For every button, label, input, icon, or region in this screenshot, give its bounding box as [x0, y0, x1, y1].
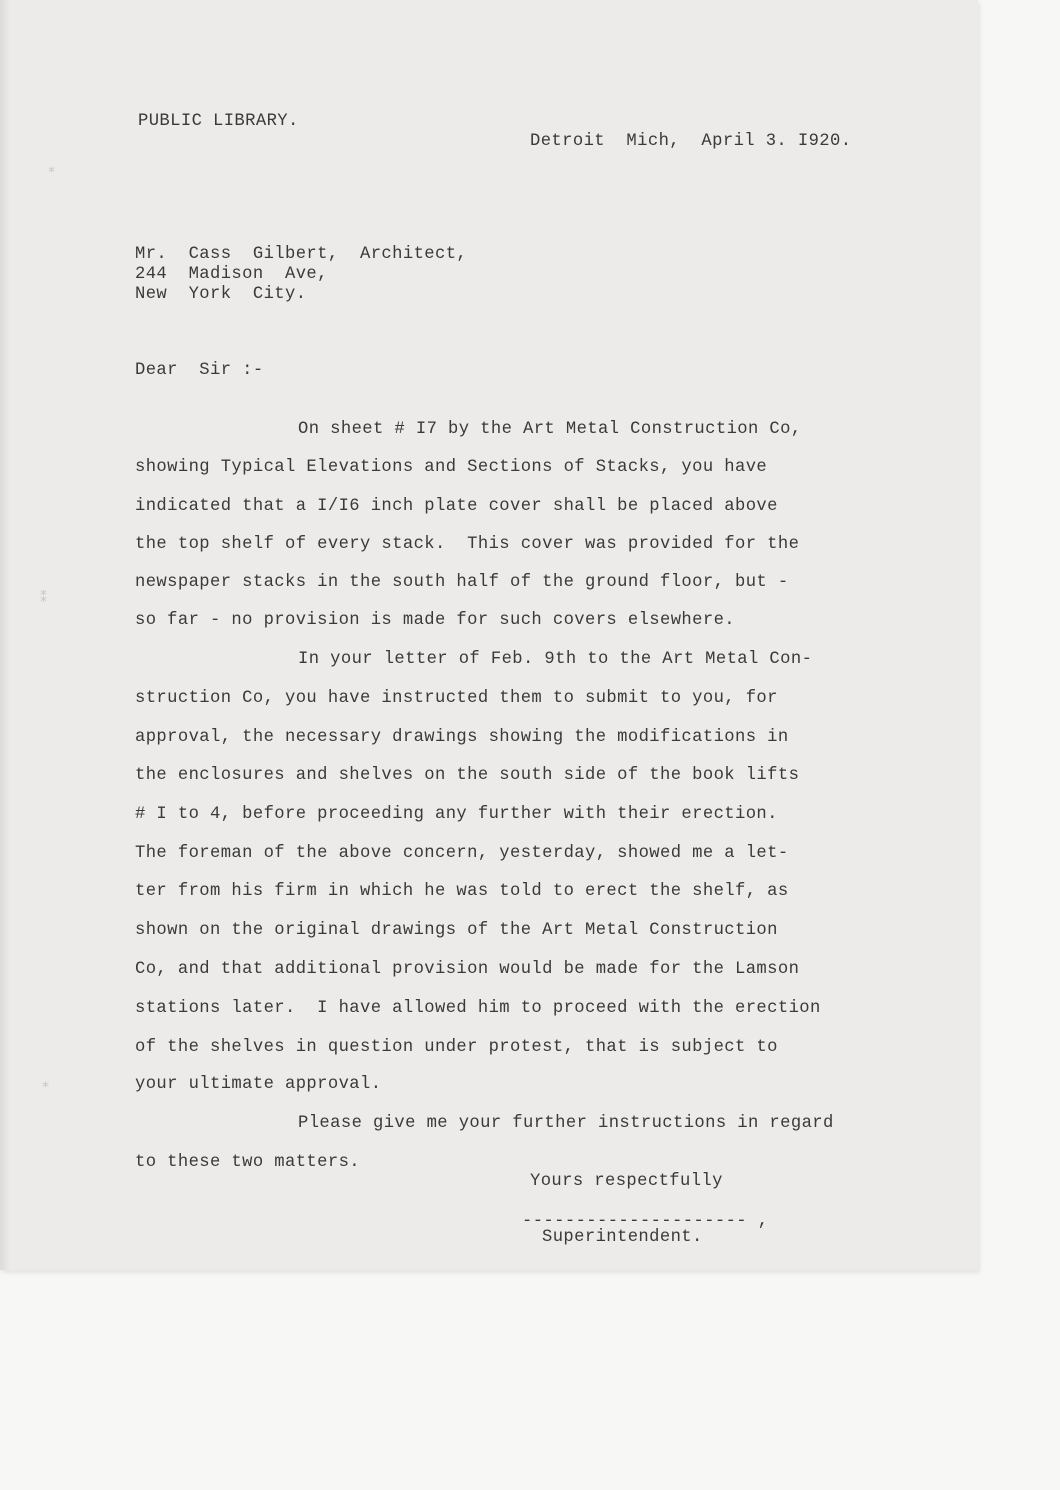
body-line: to these two matters.: [135, 1153, 360, 1172]
body-line: # I to 4, before proceeding any further with their erection.: [135, 805, 778, 824]
body-line: Co, and that additional provision would be made for the Lamson: [135, 960, 800, 979]
salutation: Dear Sir :-: [135, 361, 264, 380]
signatory-title: Superintendent.: [542, 1228, 703, 1247]
body-line: In your letter of Feb. 9th to the Art Metal Con-: [298, 650, 813, 669]
letterhead-org: PUBLIC LIBRARY.: [138, 112, 299, 131]
recipient-city-line: New York City.: [135, 285, 307, 304]
dateline: Detroit Mich, April 3. I920.: [530, 132, 852, 151]
body-line: your ultimate approval.: [135, 1075, 382, 1094]
recipient-name-line: Mr. Cass Gilbert, Architect,: [135, 245, 468, 264]
paper-speck-mark: ⁎: [42, 1076, 49, 1092]
body-line: stations later. I have allowed him to proceed with the erection: [135, 999, 821, 1018]
body-line: The foreman of the above concern, yesterday, showed me a let-: [135, 844, 789, 863]
body-line: struction Co, you have instructed them to submit to you, for: [135, 689, 778, 708]
recipient-street-line: 244 Madison Ave,: [135, 265, 328, 284]
body-line: so far - no provision is made for such covers elsewhere.: [135, 611, 735, 630]
signature-line: --------------------- ,: [522, 1212, 769, 1231]
body-line: ter from his firm in which he was told to erect the shelf, as: [135, 882, 789, 901]
body-line: approval, the necessary drawings showing the modifications in: [135, 728, 789, 747]
body-line: On sheet # I7 by the Art Metal Construction Co,: [298, 420, 802, 439]
body-line: indicated that a I/I6 inch plate cover shall be placed above: [135, 497, 778, 516]
body-line: the top shelf of every stack. This cover was provided for the: [135, 535, 800, 554]
body-line: shown on the original drawings of the Art Metal Construction: [135, 921, 778, 940]
valediction: Yours respectfully: [530, 1172, 723, 1191]
body-line: of the shelves in question under protest, that is subject to: [135, 1038, 778, 1057]
body-line: newspaper stacks in the south half of the ground floor, but -: [135, 573, 789, 592]
body-line: Please give me your further instructions in regard: [298, 1114, 834, 1133]
body-line: showing Typical Elevations and Sections of Stacks, you have: [135, 458, 768, 477]
paper-speck-mark: ⁎: [48, 161, 55, 177]
paper-edge-shadow: [0, 0, 10, 1270]
paper-speck-mark: ⁑: [40, 591, 47, 607]
body-line: the enclosures and shelves on the south side of the book lifts: [135, 766, 800, 785]
